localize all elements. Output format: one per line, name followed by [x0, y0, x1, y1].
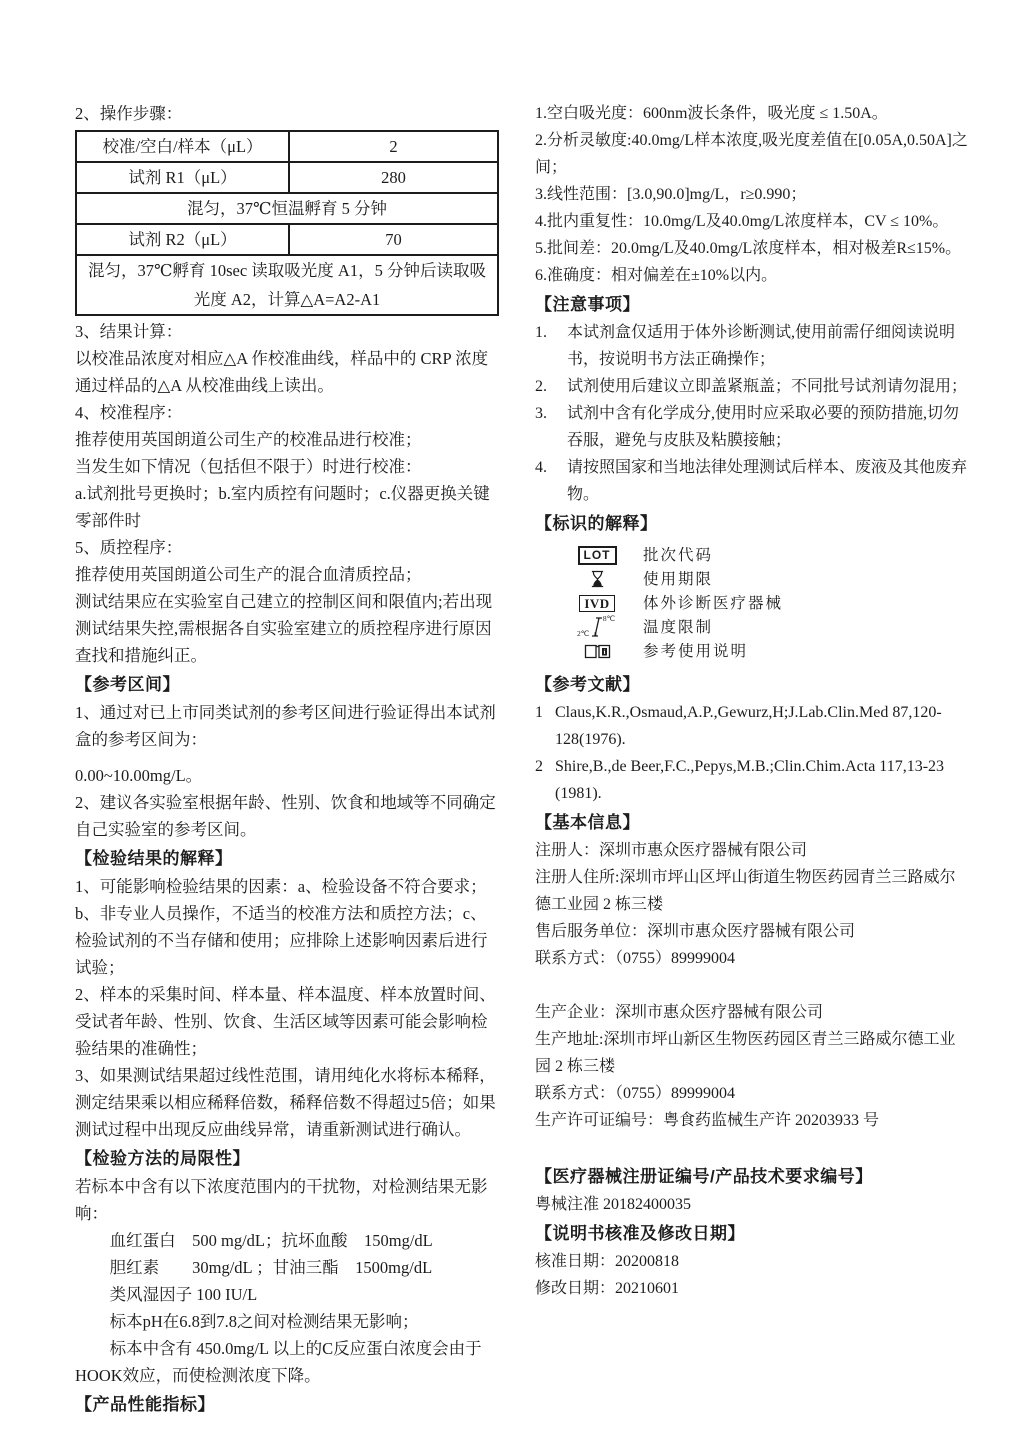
list-item-number: 4. [535, 459, 547, 476]
symbol-legend-row [565, 615, 971, 639]
symbol-label: 温度限制 [643, 618, 714, 636]
paragraph: 测试结果应在实验室自己建立的控制区间和限值内;若出现测试结果失控,需根据各自实验室建立的质控程序进行原因查找和措施纠正。 [75, 592, 493, 665]
section-heading: 【参考文献】 [535, 675, 640, 694]
table-cell-label: 试剂 R1（μL） [77, 163, 290, 192]
numbered-list-item [535, 373, 971, 400]
table-cell-label: 试剂 R2（μL） [77, 225, 290, 254]
list-item-text: 试剂使用后建议立即盖紧瓶盖；不同批号试剂请勿混用； [567, 378, 968, 395]
paragraph: 5、质控程序： [75, 538, 183, 557]
reference-text: Shire,B.,de Beer,F.C.,Pepys,M.B.;Clin.Chim.Acta 117,13-23 (1981). [555, 758, 945, 802]
symbol-legend-row [565, 543, 971, 567]
temperature-limit-icon [565, 615, 629, 639]
symbol-label: 使用期限 [643, 570, 714, 588]
paragraph: 胆红素 30mg/dL ；甘油三酯 1500mg/dL [109, 1258, 433, 1277]
table-row [77, 223, 497, 254]
paragraph: 注册人：深圳市惠众医疗器械有限公司 [535, 842, 808, 859]
paragraph: 核准日期：20200818 [535, 1253, 680, 1270]
paragraph: 5.批间差：20.0mg/L及40.0mg/L浓度样本，相对极差R≤15%。 [535, 240, 962, 257]
lot-icon [565, 546, 629, 565]
paragraph: 4、校准程序： [75, 403, 183, 422]
table-cell-value: 70 [385, 230, 402, 249]
right-column [535, 100, 971, 1302]
paragraph: 0.00~10.00mg/L。 [75, 766, 203, 785]
paragraph: 以校准品浓度对相应△A 作校准曲线，样品中的 CRP 浓度通过样品的△A 从校准曲线上读出。 [75, 349, 489, 395]
reference-number: 1 [535, 704, 543, 721]
list-item-number: 1. [535, 324, 547, 341]
reference-number: 2 [535, 758, 543, 775]
paragraph: 血红蛋白 500 mg/dL；抗坏血酸 150mg/dL [109, 1231, 433, 1250]
paragraph: 标本中含有 450.0mg/L 以上的C反应蛋白浓度会由于HOOK效应，而使检测浓度下降。 [75, 1339, 482, 1385]
paragraph: 粤械注准 20182400035 [535, 1196, 692, 1213]
paragraph: 2、建议各实验室根据年龄、性别、饮食和地域等不同确定自己实验室的参考区间。 [75, 793, 496, 839]
paragraph: 2、样本的采集时间、样本量、样本温度、样本放置时间、受试者年龄、性别、饮食、生活区域等因素可能会影响检验结果的准确性； [75, 985, 496, 1058]
list-item-text: 请按照国家和当地法律处理测试后样本、废液及其他废弃物。 [567, 459, 968, 503]
left-column [75, 100, 499, 1419]
table-cell-value: 2 [389, 137, 398, 156]
table-cell-value: 280 [381, 168, 406, 187]
consult-instructions-icon [565, 643, 629, 660]
reference-item [535, 753, 971, 807]
symbol-legend-row [565, 591, 971, 615]
paragraph: a.试剂批号更换时；b.室内质控有问题时；c.仪器更换关键零部件时 [75, 484, 490, 530]
blank-line [535, 972, 971, 999]
list-item-text: 试剂中含有化学成分,使用时应采取必要的预防措施,切勿吞服，避免与皮肤及粘膜接触； [567, 405, 960, 449]
section-heading: 【标识的解释】 [535, 514, 658, 533]
section-heading-operation-steps: 2、操作步骤： [75, 104, 183, 123]
symbol-label: 批次代码 [643, 546, 714, 564]
table-cell-span: 混匀，37℃孵育 10sec 读取吸光度 A1，5 分钟后读取吸光度 A2，计算△A=A2-A1 [88, 261, 486, 309]
section-heading: 【产品性能指标】 [75, 1395, 215, 1414]
section-heading: 【医疗器械注册证编号/产品技术要求编号】 [535, 1167, 873, 1186]
paragraph: 3、如果测试结果超过线性范围，请用纯化水将标本稀释，测定结果乘以相应稀释倍数，稀释倍数不得超过5倍；如果测试过程中出现反应曲线异常，请重新测试进行确认。 [75, 1066, 496, 1139]
list-item-number: 3. [535, 405, 547, 422]
paragraph: 联系方式：（0755）89999004 [535, 1085, 736, 1102]
paragraph: 推荐使用英国朗道公司生产的校准品进行校准； [75, 430, 422, 449]
table-row [77, 161, 497, 192]
symbol-legend-row [565, 639, 971, 663]
paragraph: 4.批内重复性：10.0mg/L及40.0mg/L浓度样本，CV ≤ 10%。 [535, 213, 949, 230]
numbered-list-item [535, 319, 971, 373]
table-row [77, 192, 497, 223]
paragraph: 6.准确度：相对偏差在±10%以内。 [535, 267, 778, 284]
hourglass-icon [565, 570, 629, 588]
ivd-icon-box: IVD [579, 595, 614, 612]
temperature-min-label: 2℃ [577, 629, 590, 638]
section-heading: 【参考区间】 [75, 675, 180, 694]
section-heading: 【检验方法的局限性】 [75, 1149, 250, 1168]
paragraph: 1.空白吸光度：600nm波长条件，吸光度 ≤ 1.50A。 [535, 105, 888, 122]
list-item-number: 2. [535, 378, 547, 395]
paragraph: 售后服务单位：深圳市惠众医疗器械有限公司 [535, 923, 856, 940]
temperature-limit-glyph [577, 615, 617, 639]
temperature-max-label: 8℃ [602, 614, 615, 623]
section-heading: 【基本信息】 [535, 813, 640, 832]
ivd-icon [565, 595, 629, 612]
numbered-list-item [535, 454, 971, 508]
paragraph: 若标本中含有以下浓度范围内的干扰物，对检测结果无影响： [75, 1177, 488, 1223]
table-row [77, 132, 497, 161]
paragraph: 1、通过对已上市同类试剂的参考区间进行验证得出本试剂盒的参考区间为： [75, 703, 496, 749]
symbol-legend [535, 543, 971, 663]
section-heading: 【检验结果的解释】 [75, 849, 233, 868]
operation-steps-table [75, 130, 499, 316]
paragraph: 当发生如下情况（包括但不限于）时进行校准： [75, 457, 422, 476]
paragraph: 标本pH在6.8到7.8之间对检测结果无影响； [109, 1312, 419, 1331]
section-heading: 【注意事项】 [535, 295, 640, 314]
symbol-label: 体外诊断医疗器械 [643, 594, 784, 612]
paragraph: 3、结果计算： [75, 322, 183, 341]
reference-item [535, 699, 971, 753]
paragraph: 类风湿因子 100 IU/L [109, 1285, 258, 1304]
list-item-text: 本试剂盒仅适用于体外诊断测试,使用前需仔细阅读说明书，按说明书方法正确操作； [567, 324, 956, 368]
left-column-text [75, 318, 499, 1418]
section-heading: 【说明书核准及修改日期】 [535, 1224, 745, 1243]
reference-text: Claus,K.R.,Osmaud,A.P.,Gewurz,H;J.Lab.Clin.Med 87,120-128(1976). [555, 704, 942, 748]
svg-text:i: i [603, 648, 605, 656]
paragraph: 修改日期：20210601 [535, 1280, 680, 1297]
table-cell-span: 混匀，37℃恒温孵育 5 分钟 [187, 199, 387, 218]
symbol-legend-row [565, 567, 971, 591]
paragraph: 联系方式：（0755）89999004 [535, 950, 736, 967]
symbol-label: 参考使用说明 [643, 642, 749, 660]
blank-line [535, 1134, 971, 1161]
paragraph: 2.分析灵敏度:40.0mg/L样本浓度,吸光度差值在[0.05A,0.50A]之间； [535, 132, 968, 176]
paragraph: 1、可能影响检验结果的因素：a、检验设备不符合要求；b、非专业人员操作，不适当的校准方法和质控方法；c、检验试剂的不当存储和使用；应排除上述影响因素后进行试验； [75, 877, 488, 977]
paragraph: 注册人住所:深圳市坪山区坪山街道生物医药园青兰三路威尔德工业园 2 栋三楼 [535, 869, 956, 913]
lot-icon-box: LOT [578, 546, 617, 565]
numbered-list-item [535, 400, 971, 454]
table-cell-label: 校准/空白/样本（μL） [77, 132, 290, 161]
paragraph: 生产许可证编号：粤食药监械生产许 20203933 号 [535, 1112, 880, 1129]
table-row [77, 254, 497, 314]
paragraph: 3.线性范围：[3.0,90.0]mg/L，r≥0.990； [535, 186, 807, 203]
paragraph: 生产企业：深圳市惠众医疗器械有限公司 [535, 1004, 824, 1021]
paragraph: 生产地址:深圳市坪山新区生物医药园区青兰三路威尔德工业园 2 栋三楼 [535, 1031, 956, 1075]
paragraph: 推荐使用英国朗道公司生产的混合血清质控品； [75, 565, 422, 584]
